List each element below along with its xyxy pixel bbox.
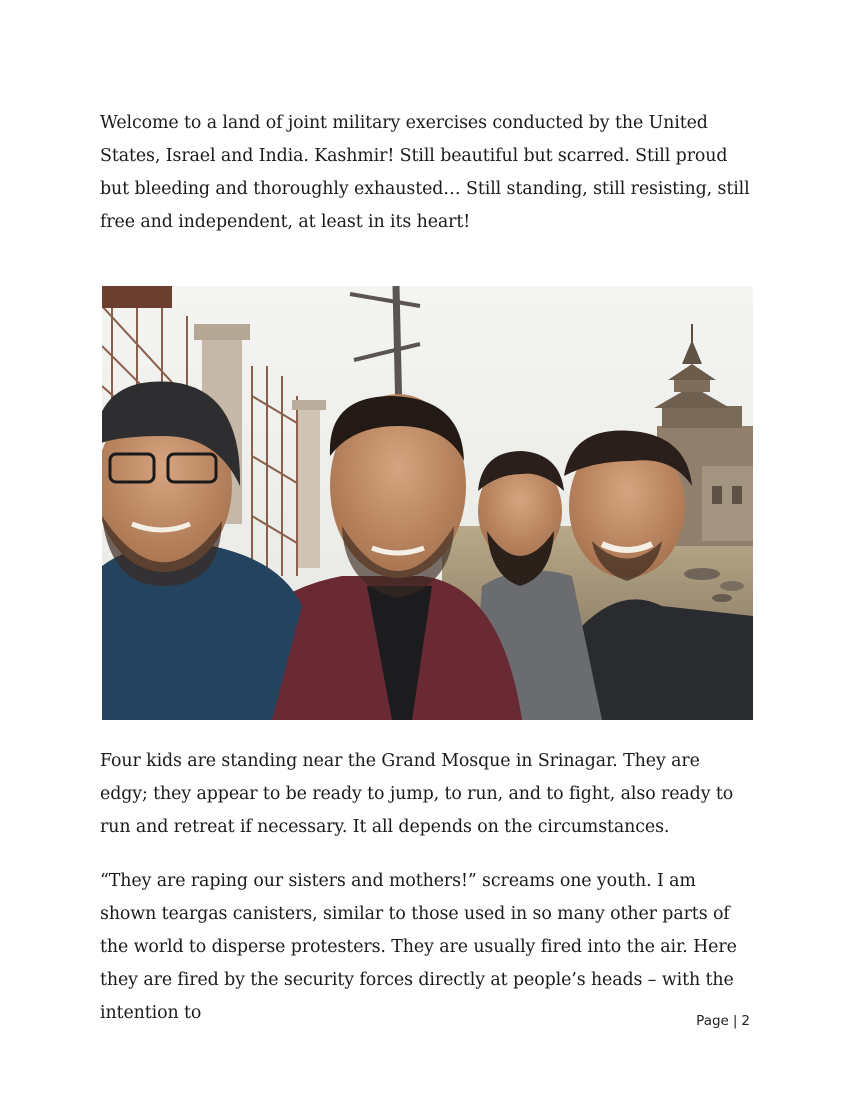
body-paragraph-teargas: “They are raping our sisters and mothers!” screams one youth. I am shown teargas canisters, similar to those used in so many other parts of the world to disperse protesters. They are usually fired into the air. Here they are fired by the security forces directly at people’s heads – with the intention to: [100, 871, 737, 1023]
page-footer: [696, 1013, 750, 1029]
page-number: 2: [741, 1013, 750, 1029]
page-separator: |: [732, 1013, 738, 1029]
body-paragraph-grand-mosque: Four kids are standing near the Grand Mosque in Srinagar. They are edgy; they appear to be ready to jump, to run, and to fight, also ready to run and retreat if necessary. It all depends on the circumstances.: [100, 751, 734, 837]
photo-four-youths-grand-mosque: [102, 286, 753, 720]
body-paragraph-intro: Welcome to a land of joint military exercises conducted by the United States, Israel and India. Kashmir! Still beautiful but scarred. Still proud but bleeding and thoroughly exhausted… Still standing, still resisting, still free and independent, at least in its heart!: [100, 113, 750, 232]
page-label: Page: [696, 1013, 729, 1029]
